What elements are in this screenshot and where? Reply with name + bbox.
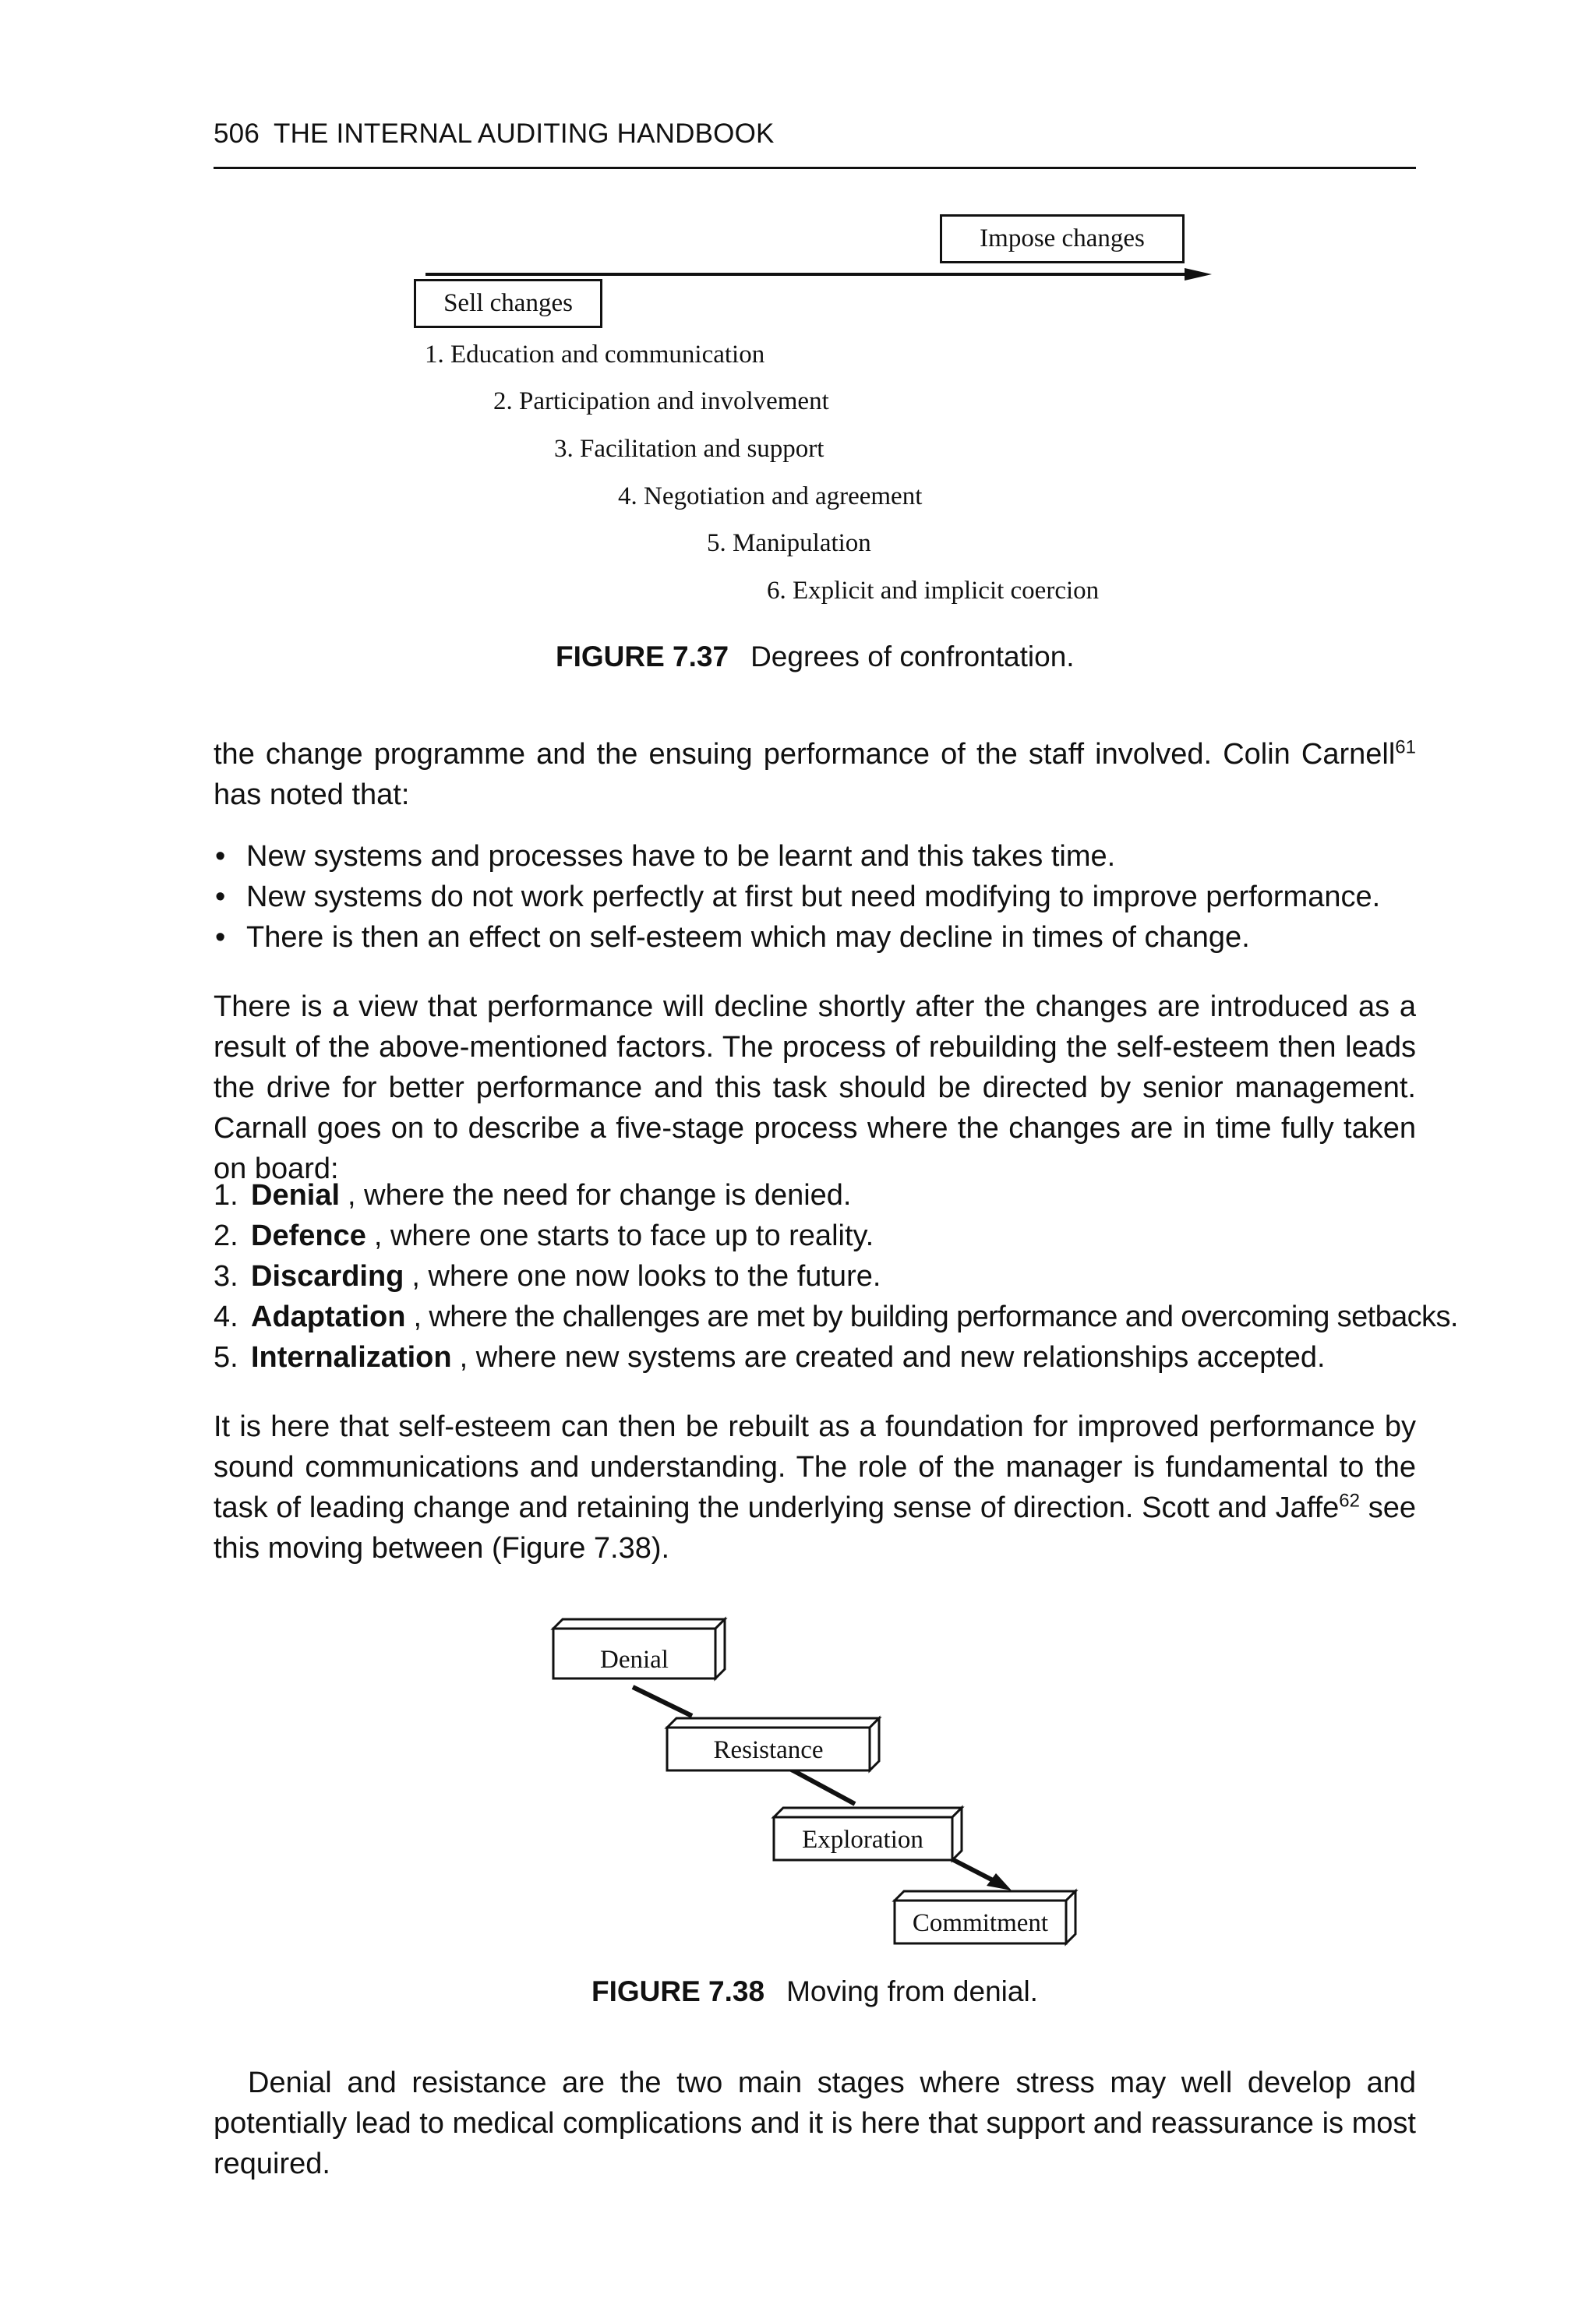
footnote-ref: 62 [1339,1490,1360,1512]
paragraph-text: has noted that: [214,778,410,811]
figure-item: 1. Education and communication [425,341,765,369]
stage-term: Discarding [251,1260,404,1293]
figure-item: 4. Negotiation and agreement [618,482,923,510]
figure-item: 3. Facilitation and support [554,435,824,463]
paragraph-text: see this moving between (Figure 7.38). [214,1491,1416,1565]
figure-item: 2. Participation and involvement [493,387,829,415]
page-number: 506 [214,118,260,149]
figure-caption [556,641,1075,673]
footnote-ref: 61 [1395,736,1416,758]
figure-caption [591,1975,1038,2008]
caption-label: FIGURE 7.37 [556,641,729,672]
stage-term: Denial [251,1179,341,1212]
stages-list [214,1175,1458,1378]
caption-text: Degrees of confrontation. [750,641,1075,672]
paragraph [214,1407,1416,1569]
confrontation-arrow [0,0,1596,312]
paragraph-text: the change programme and the ensuing performance of the staff involved. Colin Carnell [214,738,1396,771]
stage-item: 2. Defence , where one starts to face up to reality. [214,1220,874,1252]
stage-term: Adaptation [251,1301,406,1333]
paragraph [214,734,1416,815]
stage-item: 4. Adaptation , where the challenges are met by building performance and overcoming setbacks. [214,1301,1458,1333]
step-label: Exploration [802,1826,923,1854]
figure-item: 5. Manipulation [707,529,871,557]
stage-term: Internalization [251,1341,452,1374]
stage-item: 5. Internalization , where new systems are created and new relationships accepted. [214,1341,1326,1374]
figure-item: 6. Explicit and implicit coercion [767,577,1100,605]
impose-changes-box: Impose changes [940,214,1185,263]
book-title: THE INTERNAL AUDITING HANDBOOK [274,118,775,149]
denial-staircase-diagram [0,1613,1596,1956]
sell-changes-box: Sell changes [414,279,602,328]
paragraph: Denial and resistance are the two main stages where stress may well develop and potentially lead to medical complications and it is here that support and reassurance is most required. [214,2067,1416,2180]
stage-term: Defence [251,1220,366,1252]
bullet-item: • New systems do not work perfectly at first but need modifying to improve performance. [214,877,1416,917]
bullet-item: • There is then an effect on self-esteem which may decline in times of change. [214,917,1416,958]
caption-text: Moving from denial. [786,1975,1038,2007]
step-label: Commitment [912,1909,1049,1937]
paragraph-text: It is here that self-esteem can then be rebuilt as a foundation for improved performance by sound communications and understanding. The role of the manager is fundamental to the task of leading change and retaining the underlying sense of direction. Scott and Jaffe [214,1410,1416,1524]
paragraph: There is a view that performance will decline shortly after the changes are introduced as a result of the above-mentioned factors. The process of rebuilding the self-esteem then leads the drive for better performance and this task should be directed by senior management. Carnall goes on to describe a five-stage process where the changes are in time fully taken on board: [214,990,1416,1185]
step-label: Denial [600,1646,669,1674]
caption-label: FIGURE 7.38 [591,1975,765,2007]
bullet-list [214,836,1416,958]
stage-item: 3. Discarding , where one now looks to the future. [214,1260,881,1293]
bullet-item: • New systems and processes have to be learnt and this takes time. [214,836,1416,877]
step-label: Resistance [713,1736,824,1764]
stage-item: 1. Denial , where the need for change is denied. [214,1179,852,1212]
